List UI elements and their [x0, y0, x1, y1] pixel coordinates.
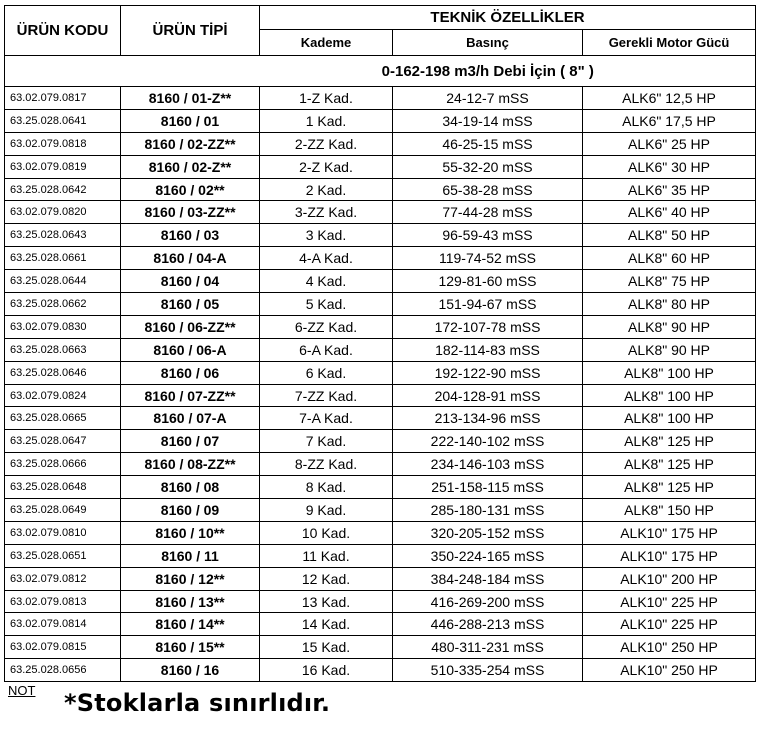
- stage-cell: 7-A Kad.: [260, 407, 393, 430]
- header-motor-power: Gerekli Motor Gücü: [583, 30, 756, 56]
- product-spec-document: [4, 5, 756, 682]
- stage-cell: 2-ZZ Kad.: [260, 132, 393, 155]
- product-type-cell: 8160 / 06-ZZ**: [121, 315, 260, 338]
- motor-power-cell: ALK8" 125 HP: [583, 476, 756, 499]
- product-type-cell: 8160 / 06-A: [121, 338, 260, 361]
- header-technical-specs: TEKNİK ÖZELLİKLER: [260, 6, 756, 30]
- product-code-cell: 63.25.028.0662: [5, 293, 121, 316]
- stage-cell: 3-ZZ Kad.: [260, 201, 393, 224]
- motor-power-cell: ALK8" 90 HP: [583, 315, 756, 338]
- stock-note: *Stoklarla sınırlıdır.: [64, 689, 331, 717]
- table-row: [5, 453, 756, 476]
- pressure-cell: 350-224-165 mSS: [393, 544, 583, 567]
- pressure-cell: 182-114-83 mSS: [393, 338, 583, 361]
- header-product-code: ÜRÜN KODU: [5, 6, 121, 56]
- pressure-cell: 285-180-131 mSS: [393, 499, 583, 522]
- pressure-cell: 192-122-90 mSS: [393, 361, 583, 384]
- motor-power-cell: ALK8" 100 HP: [583, 407, 756, 430]
- product-code-cell: 63.02.079.0817: [5, 87, 121, 110]
- stage-cell: 15 Kad.: [260, 636, 393, 659]
- product-code-cell: 63.25.028.0642: [5, 178, 121, 201]
- motor-power-cell: ALK8" 50 HP: [583, 224, 756, 247]
- pressure-cell: 204-128-91 mSS: [393, 384, 583, 407]
- table-row: [5, 384, 756, 407]
- product-type-cell: 8160 / 08-ZZ**: [121, 453, 260, 476]
- table-body: [5, 87, 756, 682]
- stage-cell: 8 Kad.: [260, 476, 393, 499]
- stage-cell: 4 Kad.: [260, 270, 393, 293]
- motor-power-cell: ALK8" 100 HP: [583, 361, 756, 384]
- product-code-cell: 63.02.079.0810: [5, 521, 121, 544]
- product-type-cell: 8160 / 13**: [121, 590, 260, 613]
- section-spacer: [5, 56, 121, 87]
- product-type-cell: 8160 / 03: [121, 224, 260, 247]
- product-type-cell: 8160 / 12**: [121, 567, 260, 590]
- table-row: [5, 476, 756, 499]
- product-code-cell: 63.02.079.0813: [5, 590, 121, 613]
- motor-power-cell: ALK10" 200 HP: [583, 567, 756, 590]
- not-label: NOT: [8, 683, 36, 698]
- product-code-cell: 63.25.028.0641: [5, 109, 121, 132]
- product-type-cell: 8160 / 10**: [121, 521, 260, 544]
- motor-power-cell: ALK6" 17,5 HP: [583, 109, 756, 132]
- stage-cell: 12 Kad.: [260, 567, 393, 590]
- stage-cell: 10 Kad.: [260, 521, 393, 544]
- pressure-cell: 320-205-152 mSS: [393, 521, 583, 544]
- stage-cell: 6-ZZ Kad.: [260, 315, 393, 338]
- pressure-cell: 96-59-43 mSS: [393, 224, 583, 247]
- pressure-cell: 384-248-184 mSS: [393, 567, 583, 590]
- motor-power-cell: ALK6" 30 HP: [583, 155, 756, 178]
- pressure-cell: 480-311-231 mSS: [393, 636, 583, 659]
- motor-power-cell: ALK8" 60 HP: [583, 247, 756, 270]
- product-code-cell: 63.25.028.0649: [5, 499, 121, 522]
- stage-cell: 2 Kad.: [260, 178, 393, 201]
- table-row: [5, 636, 756, 659]
- stage-cell: 6-A Kad.: [260, 338, 393, 361]
- product-code-cell: 63.25.028.0646: [5, 361, 121, 384]
- product-code-cell: 63.02.079.0820: [5, 201, 121, 224]
- stage-cell: 7 Kad.: [260, 430, 393, 453]
- stage-cell: 16 Kad.: [260, 659, 393, 682]
- product-code-cell: 63.02.079.0824: [5, 384, 121, 407]
- table-row: [5, 87, 756, 110]
- product-code-cell: 63.25.028.0661: [5, 247, 121, 270]
- pressure-cell: 34-19-14 mSS: [393, 109, 583, 132]
- table-row: [5, 361, 756, 384]
- product-code-cell: 63.02.079.0815: [5, 636, 121, 659]
- pressure-cell: 213-134-96 mSS: [393, 407, 583, 430]
- product-code-cell: 63.25.028.0643: [5, 224, 121, 247]
- motor-power-cell: ALK10" 250 HP: [583, 659, 756, 682]
- motor-power-cell: ALK10" 250 HP: [583, 636, 756, 659]
- motor-power-cell: ALK8" 100 HP: [583, 384, 756, 407]
- pressure-cell: 119-74-52 mSS: [393, 247, 583, 270]
- table-row: [5, 201, 756, 224]
- table-row: [5, 590, 756, 613]
- stage-cell: 9 Kad.: [260, 499, 393, 522]
- product-type-cell: 8160 / 04: [121, 270, 260, 293]
- product-type-cell: 8160 / 04-A: [121, 247, 260, 270]
- table-row: [5, 178, 756, 201]
- header-stage: Kademe: [260, 30, 393, 56]
- pressure-cell: 77-44-28 mSS: [393, 201, 583, 224]
- table-row: [5, 499, 756, 522]
- section-title: 0-162-198 m3/h Debi İçin ( 8" ): [121, 56, 756, 87]
- pressure-cell: 46-25-15 mSS: [393, 132, 583, 155]
- product-type-cell: 8160 / 07: [121, 430, 260, 453]
- motor-power-cell: ALK6" 35 HP: [583, 178, 756, 201]
- motor-power-cell: ALK8" 80 HP: [583, 293, 756, 316]
- table-row: [5, 132, 756, 155]
- motor-power-cell: ALK8" 90 HP: [583, 338, 756, 361]
- pressure-cell: 416-269-200 mSS: [393, 590, 583, 613]
- stage-cell: 1-Z Kad.: [260, 87, 393, 110]
- table-row: [5, 155, 756, 178]
- table-row: [5, 430, 756, 453]
- table-row: [5, 659, 756, 682]
- table-row: [5, 613, 756, 636]
- pressure-cell: 234-146-103 mSS: [393, 453, 583, 476]
- stage-cell: 3 Kad.: [260, 224, 393, 247]
- motor-power-cell: ALK10" 225 HP: [583, 590, 756, 613]
- product-type-cell: 8160 / 14**: [121, 613, 260, 636]
- table-row: [5, 247, 756, 270]
- product-code-cell: 63.25.028.0663: [5, 338, 121, 361]
- product-type-cell: 8160 / 15**: [121, 636, 260, 659]
- table-row: [5, 407, 756, 430]
- product-type-cell: 8160 / 07-ZZ**: [121, 384, 260, 407]
- stage-cell: 2-Z Kad.: [260, 155, 393, 178]
- pressure-cell: 65-38-28 mSS: [393, 178, 583, 201]
- stage-cell: 7-ZZ Kad.: [260, 384, 393, 407]
- pump-spec-table: [4, 5, 756, 682]
- pressure-cell: 151-94-67 mSS: [393, 293, 583, 316]
- product-type-cell: 8160 / 03-ZZ**: [121, 201, 260, 224]
- pressure-cell: 172-107-78 mSS: [393, 315, 583, 338]
- product-type-cell: 8160 / 01: [121, 109, 260, 132]
- stage-cell: 1 Kad.: [260, 109, 393, 132]
- table-row: [5, 567, 756, 590]
- product-code-cell: 63.25.028.0644: [5, 270, 121, 293]
- product-code-cell: 63.25.028.0656: [5, 659, 121, 682]
- motor-power-cell: ALK10" 175 HP: [583, 544, 756, 567]
- product-code-cell: 63.02.079.0819: [5, 155, 121, 178]
- product-type-cell: 8160 / 01-Z**: [121, 87, 260, 110]
- product-type-cell: 8160 / 09: [121, 499, 260, 522]
- product-code-cell: 63.25.028.0666: [5, 453, 121, 476]
- motor-power-cell: ALK8" 125 HP: [583, 430, 756, 453]
- motor-power-cell: ALK8" 150 HP: [583, 499, 756, 522]
- header-pressure: Basınç: [393, 30, 583, 56]
- product-type-cell: 8160 / 05: [121, 293, 260, 316]
- table-row: [5, 338, 756, 361]
- product-code-cell: 63.02.079.0818: [5, 132, 121, 155]
- motor-power-cell: ALK10" 175 HP: [583, 521, 756, 544]
- pressure-cell: 24-12-7 mSS: [393, 87, 583, 110]
- table-row: [5, 293, 756, 316]
- stage-cell: 4-A Kad.: [260, 247, 393, 270]
- stage-cell: 14 Kad.: [260, 613, 393, 636]
- table-row: [5, 224, 756, 247]
- product-type-cell: 8160 / 11: [121, 544, 260, 567]
- header-product-type: ÜRÜN TİPİ: [121, 6, 260, 56]
- stage-cell: 6 Kad.: [260, 361, 393, 384]
- stage-cell: 5 Kad.: [260, 293, 393, 316]
- table-row: [5, 270, 756, 293]
- product-code-cell: 63.25.028.0665: [5, 407, 121, 430]
- pressure-cell: 129-81-60 mSS: [393, 270, 583, 293]
- product-code-cell: 63.25.028.0647: [5, 430, 121, 453]
- stage-cell: 8-ZZ Kad.: [260, 453, 393, 476]
- motor-power-cell: ALK8" 125 HP: [583, 453, 756, 476]
- stage-cell: 11 Kad.: [260, 544, 393, 567]
- motor-power-cell: ALK6" 12,5 HP: [583, 87, 756, 110]
- table-row: [5, 521, 756, 544]
- motor-power-cell: ALK6" 25 HP: [583, 132, 756, 155]
- stage-cell: 13 Kad.: [260, 590, 393, 613]
- motor-power-cell: ALK10" 225 HP: [583, 613, 756, 636]
- pressure-cell: 55-32-20 mSS: [393, 155, 583, 178]
- table-row: [5, 544, 756, 567]
- product-code-cell: 63.02.079.0830: [5, 315, 121, 338]
- product-type-cell: 8160 / 06: [121, 361, 260, 384]
- pressure-cell: 510-335-254 mSS: [393, 659, 583, 682]
- product-code-cell: 63.02.079.0814: [5, 613, 121, 636]
- product-type-cell: 8160 / 02-ZZ**: [121, 132, 260, 155]
- pressure-cell: 251-158-115 mSS: [393, 476, 583, 499]
- pressure-cell: 222-140-102 mSS: [393, 430, 583, 453]
- product-code-cell: 63.25.028.0648: [5, 476, 121, 499]
- product-type-cell: 8160 / 02**: [121, 178, 260, 201]
- product-type-cell: 8160 / 16: [121, 659, 260, 682]
- product-type-cell: 8160 / 07-A: [121, 407, 260, 430]
- motor-power-cell: ALK8" 75 HP: [583, 270, 756, 293]
- product-code-cell: 63.25.028.0651: [5, 544, 121, 567]
- table-row: [5, 315, 756, 338]
- pressure-cell: 446-288-213 mSS: [393, 613, 583, 636]
- product-type-cell: 8160 / 08: [121, 476, 260, 499]
- product-code-cell: 63.02.079.0812: [5, 567, 121, 590]
- product-type-cell: 8160 / 02-Z**: [121, 155, 260, 178]
- table-row: [5, 109, 756, 132]
- motor-power-cell: ALK6" 40 HP: [583, 201, 756, 224]
